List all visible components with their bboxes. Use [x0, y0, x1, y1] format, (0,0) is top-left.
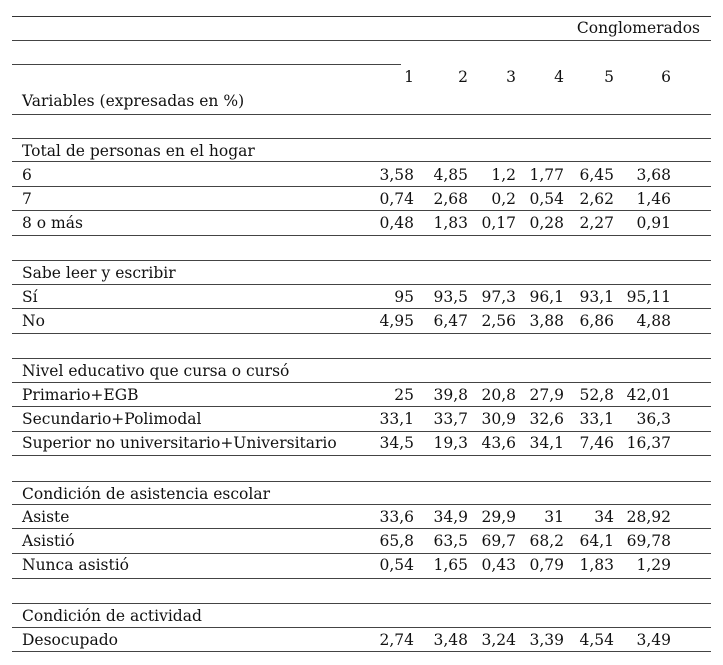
table-cell: 34	[594, 508, 614, 526]
row-label: 8 o más	[22, 214, 83, 232]
rule-line	[12, 553, 711, 554]
rule-line	[12, 627, 711, 628]
table-cell: 1,46	[636, 190, 671, 208]
row-label: Primario+EGB	[22, 386, 139, 404]
section-title: Nivel educativo que cursa o cursó	[22, 362, 290, 380]
table-cell: 0,2	[491, 190, 516, 208]
rule-line	[12, 528, 711, 529]
table-cell: 6,45	[579, 166, 614, 184]
section-title: Condición de actividad	[22, 607, 202, 625]
table-cell: 3,24	[481, 631, 516, 649]
row-label: Secundario+Polimodal	[22, 410, 202, 428]
table-cell: 0,74	[379, 190, 414, 208]
row-label: Desocupado	[22, 631, 118, 649]
table-cell: 6,86	[579, 312, 614, 330]
rule-line	[12, 358, 711, 359]
rule-line	[12, 455, 711, 456]
row-label: 7	[22, 190, 32, 208]
row-label: Asiste	[22, 508, 70, 526]
rule-line	[12, 308, 711, 309]
table-cell: 63,5	[433, 532, 468, 550]
rule-line	[12, 431, 711, 432]
column-header-5: 5	[604, 68, 614, 86]
table-cell: 3,58	[379, 166, 414, 184]
column-header-4: 4	[554, 68, 564, 86]
table-cell: 0,54	[379, 556, 414, 574]
table-cell: 19,3	[433, 434, 468, 452]
table-cell: 96,1	[529, 288, 564, 306]
row-label: Superior no universitario+Universitario	[22, 434, 337, 452]
table-cell: 97,3	[481, 288, 516, 306]
table-cell: 33,1	[379, 410, 414, 428]
table-cell: 4,88	[636, 312, 671, 330]
row-label: Asistió	[22, 532, 75, 550]
section-title: Sabe leer y escribir	[22, 264, 176, 282]
rule-line	[12, 16, 711, 17]
rule-line	[12, 114, 711, 115]
table-cell: 1,83	[579, 556, 614, 574]
table-cell: 0,79	[529, 556, 564, 574]
rule-line	[12, 161, 711, 162]
table-cell: 69,7	[481, 532, 516, 550]
row-label: Nunca asistió	[22, 556, 130, 574]
table-cell: 1,65	[433, 556, 468, 574]
column-header-2: 2	[458, 68, 468, 86]
table-cell: 1,77	[529, 166, 564, 184]
rule-line	[12, 406, 711, 407]
table-cell: 2,56	[481, 312, 516, 330]
rule-line	[12, 40, 711, 41]
table-cell: 3,88	[529, 312, 564, 330]
table-cell: 33,7	[433, 410, 468, 428]
table-cell: 2,68	[433, 190, 468, 208]
rule-line	[12, 333, 711, 334]
rule-line	[12, 138, 711, 139]
table-cell: 4,85	[433, 166, 468, 184]
row-label: Sí	[22, 288, 38, 306]
table-cell: 34,1	[529, 434, 564, 452]
rule-line	[12, 260, 711, 261]
table-cell: 69,78	[626, 532, 671, 550]
table-cell: 0,48	[379, 214, 414, 232]
table-cell: 0,91	[636, 214, 671, 232]
table-cell: 25	[394, 386, 414, 404]
rule-line	[12, 210, 711, 211]
rule-line	[12, 651, 711, 652]
row-label: 6	[22, 166, 32, 184]
table-cell: 93,1	[579, 288, 614, 306]
rule-line	[12, 603, 711, 604]
table-cell: 31	[544, 508, 564, 526]
section-title: Total de personas en el hogar	[22, 142, 255, 160]
rule-line	[12, 186, 711, 187]
table-cell: 36,3	[636, 410, 671, 428]
column-header-1: 1	[404, 68, 414, 86]
conglomerados-header: Conglomerados	[576, 19, 700, 37]
table-cell: 33,1	[579, 410, 614, 428]
table-cell: 68,2	[529, 532, 564, 550]
table-cell: 3,68	[636, 166, 671, 184]
table-cell: 2,27	[579, 214, 614, 232]
rule-line	[12, 504, 711, 505]
table-cell: 32,6	[529, 410, 564, 428]
column-header-6: 6	[661, 68, 671, 86]
table-cell: 52,8	[579, 386, 614, 404]
table-cell: 0,54	[529, 190, 564, 208]
table-cell: 3,49	[636, 631, 671, 649]
table-cell: 95	[394, 288, 414, 306]
table-cell: 16,37	[626, 434, 671, 452]
table-cell: 3,48	[433, 631, 468, 649]
table-cell: 33,6	[379, 508, 414, 526]
table-cell: 0,28	[529, 214, 564, 232]
rule-line	[12, 578, 711, 579]
table-cell: 3,39	[529, 631, 564, 649]
rule-line	[12, 481, 711, 482]
table-cell: 42,01	[626, 386, 671, 404]
table-cell: 29,9	[481, 508, 516, 526]
table-cell: 4,95	[379, 312, 414, 330]
table-cell: 7,46	[579, 434, 614, 452]
table-cell: 4,54	[579, 631, 614, 649]
table-cell: 39,8	[433, 386, 468, 404]
rule-line	[12, 284, 711, 285]
rule-line	[12, 64, 401, 65]
table-cell: 1,83	[433, 214, 468, 232]
section-title: Condición de asistencia escolar	[22, 485, 270, 503]
table-cell: 1,2	[491, 166, 516, 184]
table-cell: 64,1	[579, 532, 614, 550]
table-cell: 1,29	[636, 556, 671, 574]
table-cell: 28,92	[626, 508, 671, 526]
table-cell: 65,8	[379, 532, 414, 550]
table-cell: 34,5	[379, 434, 414, 452]
table-cell: 93,5	[433, 288, 468, 306]
table-cell: 20,8	[481, 386, 516, 404]
variables-label: Variables (expresadas en %)	[22, 92, 245, 110]
table-cell: 0,17	[481, 214, 516, 232]
table-cell: 2,74	[379, 631, 414, 649]
rule-line	[12, 382, 711, 383]
rule-line	[12, 235, 711, 236]
table-cell: 34,9	[433, 508, 468, 526]
table-cell: 43,6	[481, 434, 516, 452]
table-cell: 2,62	[579, 190, 614, 208]
column-header-3: 3	[506, 68, 516, 86]
table-cell: 6,47	[433, 312, 468, 330]
table-cell: 30,9	[481, 410, 516, 428]
table-cell: 95,11	[626, 288, 671, 306]
table-cell: 27,9	[529, 386, 564, 404]
table-cell: 0,43	[481, 556, 516, 574]
row-label: No	[22, 312, 45, 330]
